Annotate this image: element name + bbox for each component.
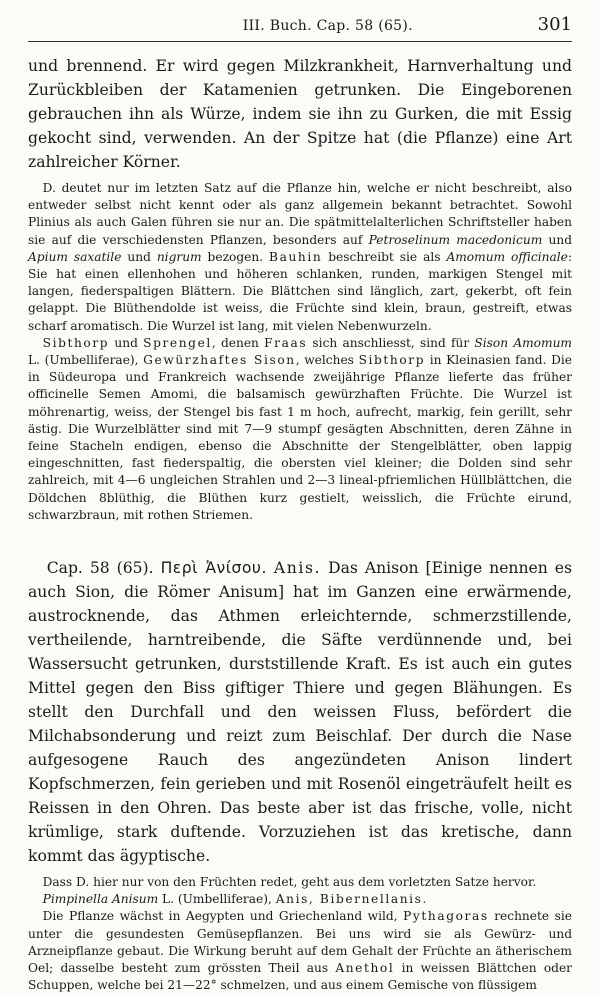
chapter-label: Cap. 58 (65).: [46, 559, 154, 578]
commentary-1-paragraph-2: Sibthorp und Sprengel, denen Fraas sich anschliesst, sind für Sison Amomum L. (Umbelliferae), Gewürzhaftes Sison, welches Sibthorp in Kleinasien fand. Die in Südeuropa und Frankreich wachsende zweijährige Pflanze lieferte das früher officinelle Semen Amomi, die balsamisch gewürzhaften Früchte. Die Wurzel ist möhrenartig, weiss, der Stengel bis fast 1 m hoch, aufrecht, markig, fein gerillt, sehr ästig. Die Wurzelblätter sind mit 7—9 stumpf gesägten Abschnitten, deren Zähne in feine Stacheln endigen, ebenso die Abschnitte der Stengelblätter, oben lappig eingeschnitten, fast fiederspaltig, die obersten viel kleiner; die Dolden sind sehr zahlreich, mit 4—6 ungleichen Strahlen und 2—3 lineal-pfriemlichen Hüllblättchen, die Döldchen 8blüthig, die Blüthen kurz gestielt, weisslich, die Früchte eirund, schwarzbraun, mit rothen Striemen.: [28, 335, 572, 522]
chapter-title: Anis.: [273, 559, 322, 578]
chapter-58-paragraph: [28, 556, 572, 868]
page-header: [28, 14, 572, 42]
commentary-2: [28, 874, 572, 994]
main-text-top: [28, 54, 572, 174]
running-title: III. Buch. Cap. 58 (65).: [242, 18, 413, 34]
chapter-58: [28, 556, 572, 868]
commentary-2-paragraph-2: Pimpinella Anisum L. (Umbelliferae), Anis, Bibernellanis.: [42, 892, 427, 907]
commentary-1: [28, 180, 572, 524]
chapter-text: Das Anison [Einige nennen es auch Sion, die Römer Anisum] hat im Ganzen eine erwärmende, austrocknende, das Athmen erleichternde, schmerzstillende, vertheilende, harntreibende, die Säfte verdünnende und, bei Wassersucht getrunken, durststillende Kraft. Es ist auch ein gutes Mittel gegen den Biss giftiger Thiere und gegen Blähungen. Es stellt den Durchfall und den weissen Fluss, befördert die Milchabsonderung und reizt zum Beischlaf. Der durch die Nase aufgesogene Rauch des angezündeten Anison lindert Kopfschmerzen, fein gerieben und mit Rosenöl eingeträufelt heilt es Reissen in den Ohren. Das beste aber ist das frische, volle, nicht krümlige, stark duftende. Vorzuziehen ist das kretische, dann kommt das ägyptische.: [28, 559, 572, 866]
commentary-2-paragraph-3: Die Pflanze wächst in Aegypten und Griechenland wild, Pythagoras rechnete sie unter die gesundesten Gemüsepflanzen. Bei uns wird sie als Gewürz- und Arzneipflanze gebaut. Die Wirkung beruht auf dem Gehalt der Früchte an ätherischem Oel; dasselbe besteht zum grössten Theil aus Anethol in weissen Blättchen oder Schuppen, welche bei 21—22° schmelzen, und aus einem Gemische von flüssigem: [28, 909, 572, 993]
page-number: 301: [537, 14, 572, 35]
commentary-1-paragraph-1: D. deutet nur im letzten Satz auf die Pflanze hin, welche er nicht beschreibt, also entweder selbst nicht kennt oder als ganz allgemein bekannt betrachtet. Sowohl Plinius als auch Galen führen sie nur an. Die spätmittelalterlichen Schriftsteller haben sie auf die verschiedensten Pflanzen, besonders auf Petroselinum macedonicum und Apium saxatile und nigrum bezogen. Bauhin beschreibt sie als Amomum officinale: Sie hat einen ellenhohen und höheren schlanken, runden, markigen Stengel mit langen, fiederspaltigen Blättern. Die Blättchen sind länglich, zart, gekerbt, oft fein gelappt. Die Blüthendolde ist weiss, die Früchte sind klein, braun, gestreift, etwas scharf aromatisch. Die Wurzel ist lang, mit vielen Nebenwurzeln.: [28, 181, 573, 333]
commentary-2-paragraph-1: Dass D. hier nur von den Früchten redet, geht aus dem vorletzten Satze hervor.: [42, 875, 537, 890]
main-paragraph-continued: und brennend. Er wird gegen Milzkrankheit, Harnverhaltung und Zurückbleiben der Katamenien getrunken. Die Eingeborenen gebrauchen ihn als Würze, indem sie ihn zu Gurken, die mit Essig gekocht sind, verwenden. An der Spitze hat (die Pflanze) eine Art zahlreicher Körner.: [28, 57, 572, 171]
book-page: [0, 14, 600, 994]
chapter-greek-title: Περὶ Ἀνίσου.: [160, 559, 267, 578]
